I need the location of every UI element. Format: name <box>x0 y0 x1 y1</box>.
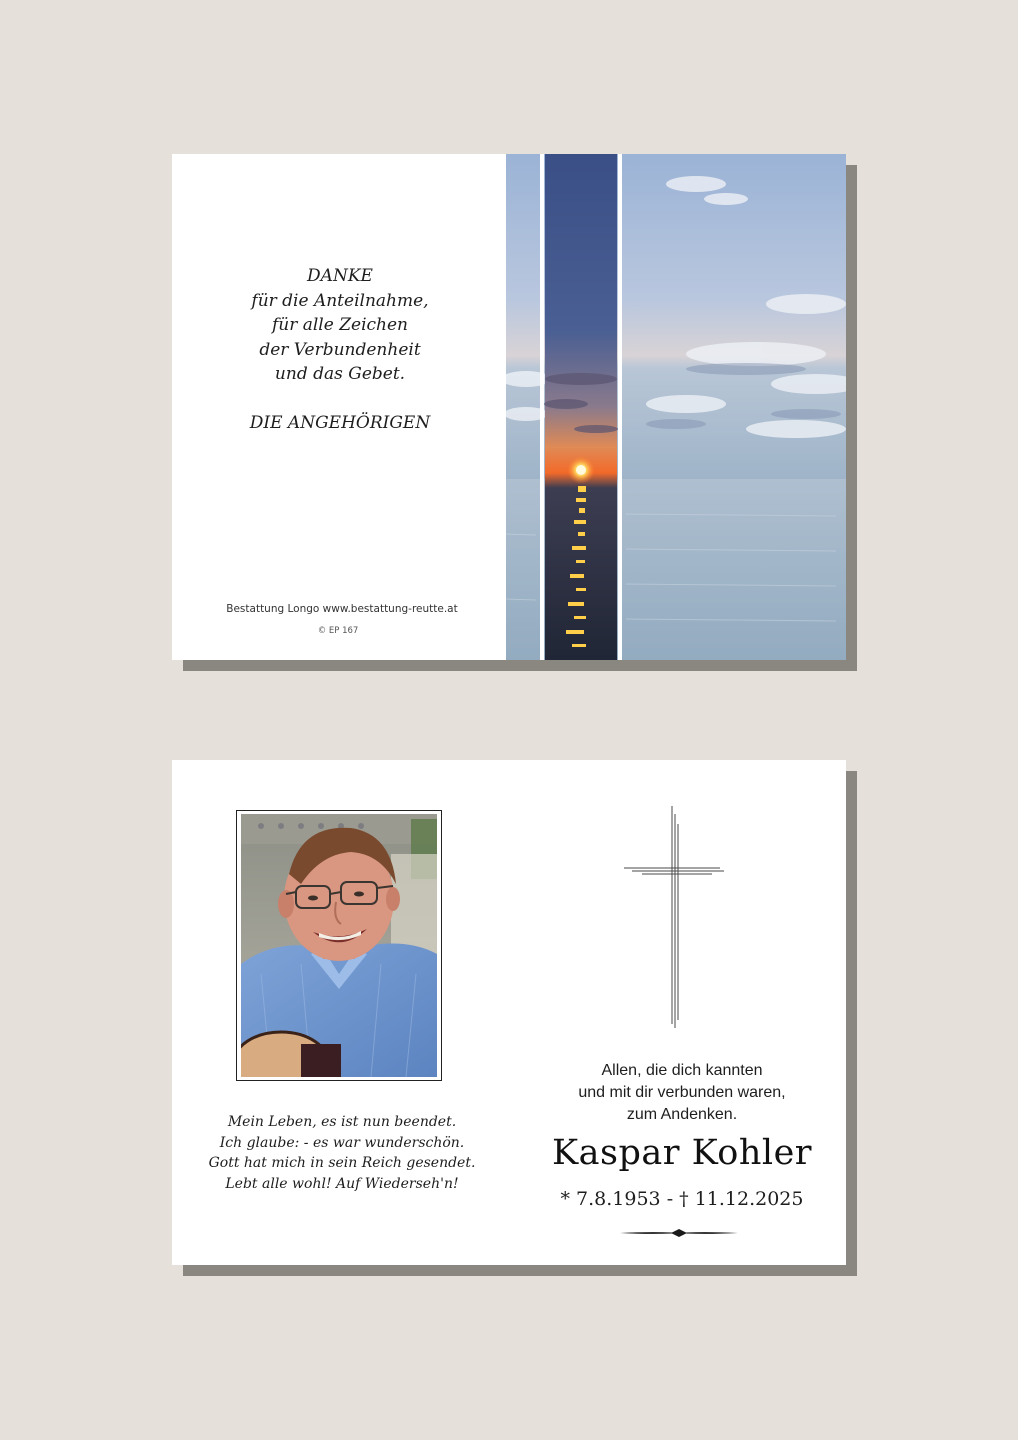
poem-line: Gott hat mich in sein Reich gesendet. <box>208 1155 476 1171</box>
sunset-photo <box>506 154 846 660</box>
cross-icon <box>624 806 724 1028</box>
thanks-text <box>172 264 508 435</box>
memorial-card <box>172 760 846 1265</box>
thanks-line: für alle Zeichen <box>271 315 409 335</box>
thanks-card <box>172 154 846 660</box>
ornament-divider <box>620 1223 738 1233</box>
poem-text <box>172 1112 512 1194</box>
thanks-line: für die Anteilnahme, <box>251 290 429 311</box>
undertaker-credit: Bestattung Longo www.bestattung-reutte.at <box>226 603 458 615</box>
thanks-line: und das Gebet. <box>274 364 406 384</box>
copyright-note: © EP 167 <box>317 626 359 636</box>
dedication-text <box>527 1060 837 1126</box>
life-dates: * 7.8.1953 - † 11.12.2025 <box>560 1188 804 1210</box>
dedication-line: und mit dir verbunden waren, <box>578 1084 786 1101</box>
dedication-line: Allen, die dich kannten <box>601 1062 763 1079</box>
poem-line: Lebt alle wohl! Auf Wiederseh'n! <box>225 1175 459 1192</box>
poem-line: Mein Leben, es ist nun beendet. <box>227 1114 457 1130</box>
deceased-name: Kaspar Kohler <box>551 1133 813 1173</box>
dedication-line: zum Andenken. <box>626 1106 738 1123</box>
portrait-frame <box>236 810 442 1081</box>
poem-line: Ich glaube: - es war wunderschön. <box>219 1134 465 1151</box>
thanks-line: der Verbundenheit <box>259 339 421 360</box>
thanks-signature: DIE ANGEHÖRIGEN <box>249 412 431 433</box>
portrait-photo <box>241 814 437 1077</box>
thanks-line: DANKE <box>307 266 373 286</box>
